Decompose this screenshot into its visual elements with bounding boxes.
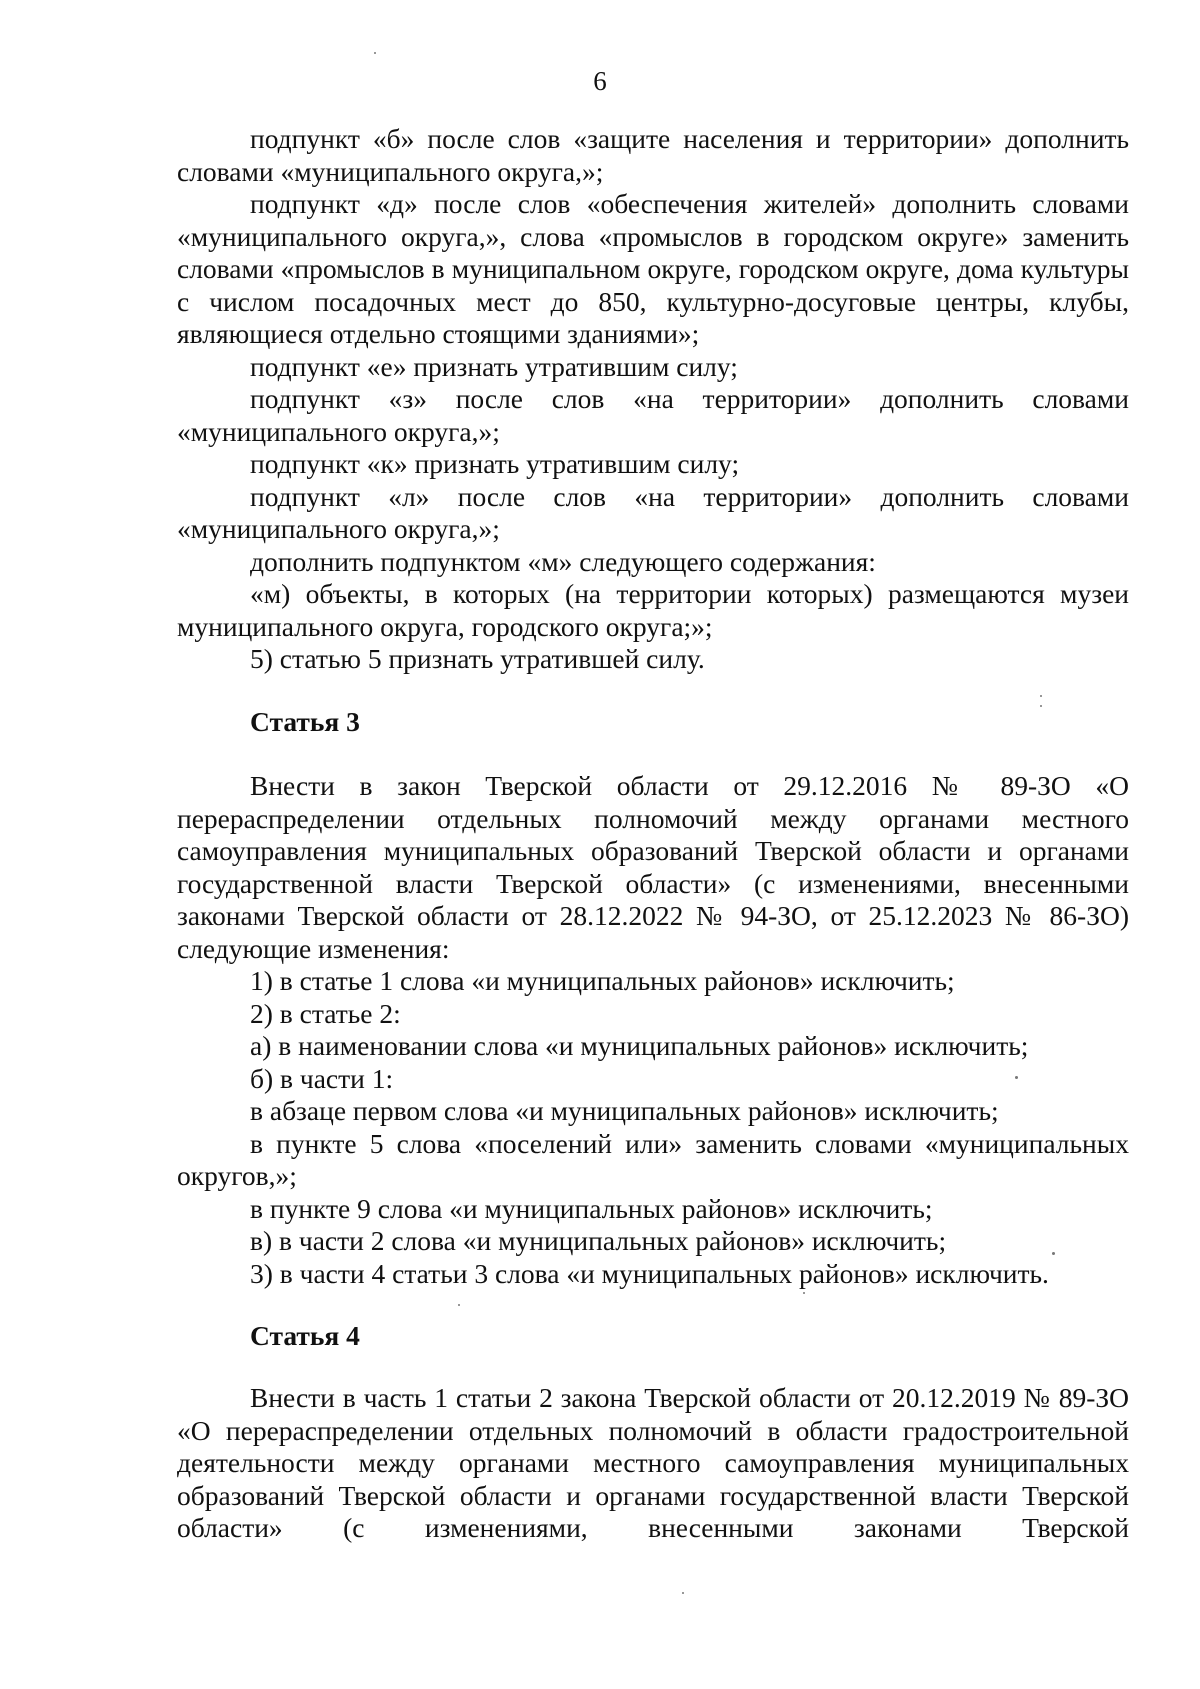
list-item: б) в части 1: [250,1062,394,1094]
paragraph: подпункт «з» после слов «на территории» дополнить словами «муниципального округа,»; [177,383,1129,447]
paragraph: «м) объекты, в которых (на территории которых) размещаются музеи муниципального округа, городского округа;»; [177,578,1129,642]
paragraph: 5) статью 5 признать утратившей силу. [250,643,705,674]
scan-speck [374,52,376,54]
list-item: 2) в статье 2: [250,997,401,1029]
list-item: а) в наименовании слова «и муниципальных районов» исключить; [250,1030,1029,1061]
article-3-body [177,770,1129,1290]
paragraph: дополнить подпунктом «м» следующего содержания: [250,545,876,577]
list-item: в пункте 5 слова «поселений или» заменить словами «муниципальных округов,»; [177,1127,1129,1191]
list-item: в пункте 9 слова «и муниципальных районов» исключить; [250,1192,933,1224]
paragraph: подпункт «е» признать утратившим силу; [250,350,738,382]
scan-speck [1040,705,1042,707]
scan-speck [682,1592,684,1594]
scan-speck [1040,695,1042,697]
list-item: 1) в статье 1 слова «и муниципальных районов» исключить; [250,965,955,996]
paragraph: подпункт «л» после слов «на территории» дополнить словами «муниципального округа,»; [177,480,1129,544]
paragraph: Внести в часть 1 статьи 2 закона Тверской области от 20.12.2019 № 89-ЗО «О перераспределении отдельных полномочий в области градостроительной деятельности между органами местного самоуправления муниципальных образований Тверской области и органами государственной власти Тверской области» (с изменениями, внесенными законами Тверской [177,1382,1129,1543]
page-number: 6 [593,66,607,96]
amendments-section [177,123,1129,676]
paragraph: подпункт «д» после слов «обеспечения жителей» дополнить словами «муниципального округа,», слова «промыслов в городском округе» заменить словами «промыслов в муниципальном округе, городском округе, дома культуры с числом посадочных мест до 850, культурно-досуговые центры, клубы, являющиеся отдельно стоящими зданиями»; [177,188,1129,349]
article-4-heading: Статья 4 [250,1320,360,1351]
scan-speck [1015,1076,1018,1079]
paragraph: Внести в закон Тверской области от 29.12.2016 № 89-ЗО «О перераспределении отдельных полномочий между органами местного самоуправления муниципальных образований Тверской области и органами государственной власти Тверской области» (с изменениями, внесенными законами Тверской области от 28.12.2022 № 94-ЗО, от 25.12.2023 № 86-ЗО) следующие изменения: [177,770,1129,964]
scan-speck [1052,1252,1055,1255]
paragraph: подпункт «б» после слов «защите населения и территории» дополнить словами «муниципального округа,»; [177,123,1129,187]
article-3-heading: Статья 3 [250,706,360,737]
scan-speck [458,1304,460,1306]
list-item: в) в части 2 слова «и муниципальных районов» исключить; [250,1225,947,1256]
paragraph: подпункт «к» признать утратившим силу; [250,448,740,479]
list-item: 3) в части 4 статьи 3 слова «и муниципальных районов» исключить. [250,1257,1049,1289]
article-4-body [177,1382,1129,1545]
scan-speck [803,1292,805,1294]
list-item: в абзаце первом слова «и муниципальных районов» исключить; [250,1095,999,1126]
